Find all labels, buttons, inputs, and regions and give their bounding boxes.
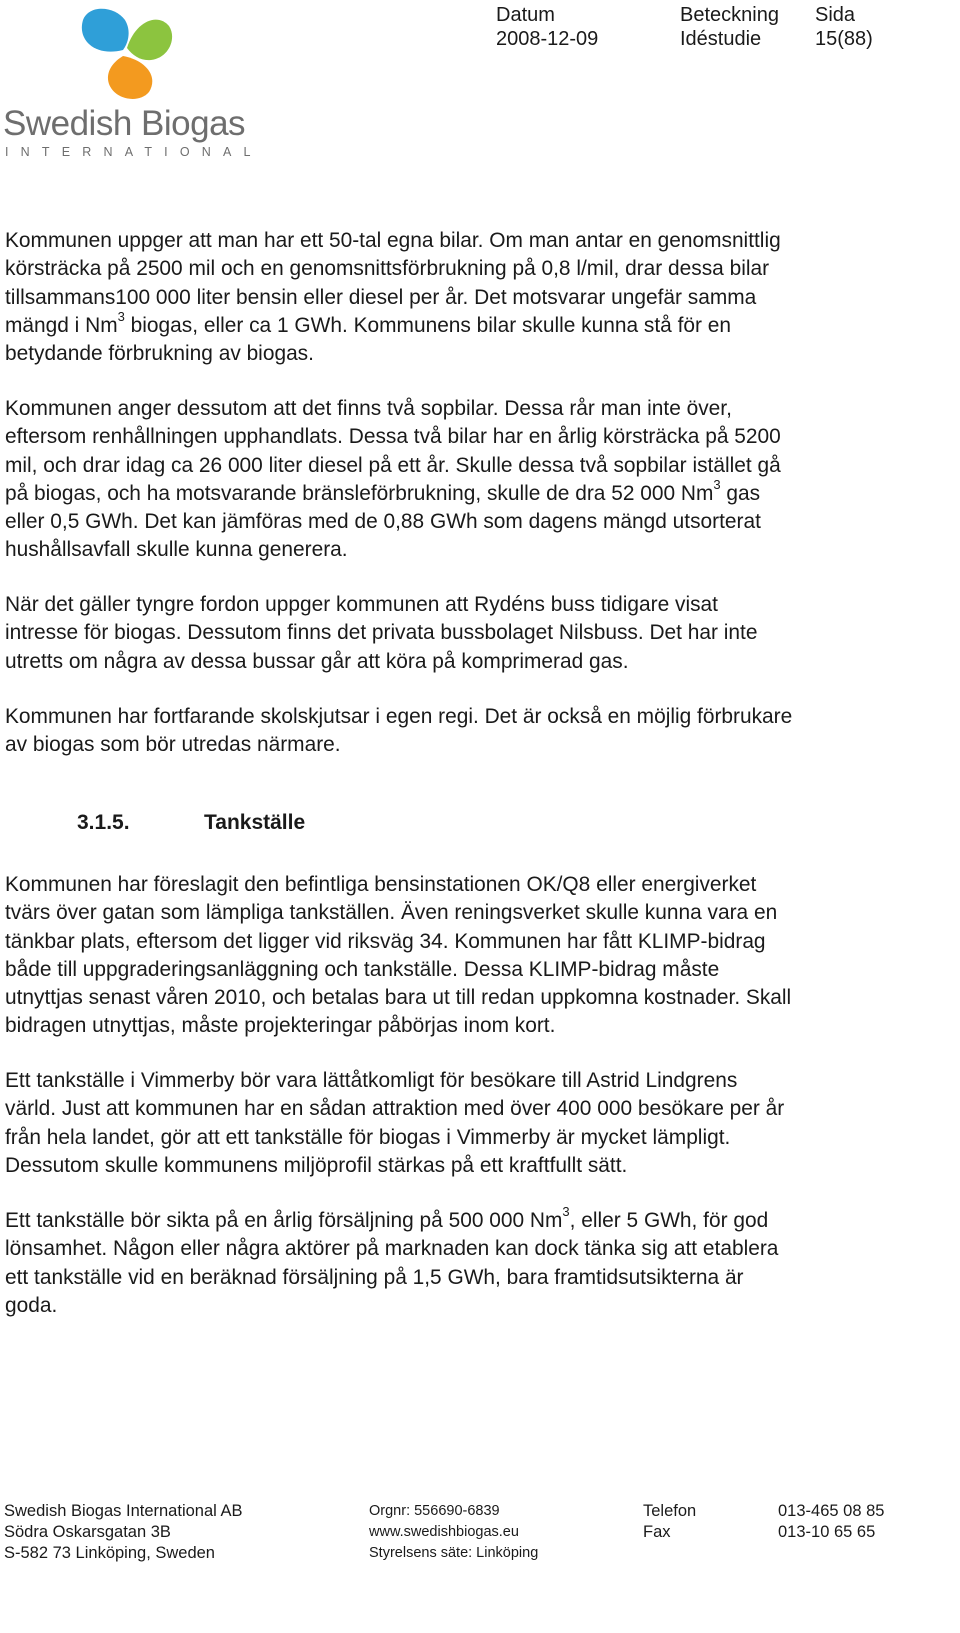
text-line: tvärs över gatan som lämpliga tankställen. Även reningsverket skulle kunna vara en: [5, 901, 778, 925]
text-line: ett tankställe vid en beräknad försäljning på 1,5 GWh, bara framtidsutsikterna är: [5, 1265, 744, 1289]
text-fragment: , eller 5 GWh, för god: [569, 1209, 769, 1232]
footer-street: Södra Oskarsgatan 3B: [4, 1523, 171, 1541]
text-line: [5, 476, 955, 508]
date-label: Datum: [496, 4, 555, 26]
section-title: Tankställe: [204, 811, 306, 834]
text-line: Dessutom skulle kommunens miljöprofil stärkas på ett kraftfullt sätt.: [5, 1153, 628, 1177]
logo-mark-icon: [75, 2, 175, 102]
text-line: Kommunen uppger att man har ett 50-tal egna bilar. Om man antar en genomsnittlig: [5, 229, 781, 252]
designation-value: Idéstudie: [680, 28, 762, 50]
page-number: 15(88): [815, 28, 873, 50]
company-logo: [0, 0, 263, 165]
paragraph-sales-target: [5, 1204, 955, 1320]
footer-fax-value: 013-10 65 65: [778, 1523, 876, 1541]
logo-petal-blue: [82, 9, 129, 52]
text-line: mil, och drar idag ca 26 000 liter diesel på ett år. Skulle dessa två sopbilar istället gå: [5, 453, 781, 477]
paragraph-cars: [5, 227, 955, 368]
header-date: [496, 3, 598, 51]
header-designation: [680, 3, 779, 51]
designation-label: Beteckning: [680, 4, 779, 26]
text-line: körsträcka på 2500 mil och en genomsnittsförbrukning på 0,8 l/mil, drar dessa bilar: [5, 257, 770, 281]
text-line: goda.: [5, 1293, 58, 1317]
footer-phone-value: 013-465 08 85: [778, 1502, 885, 1520]
text-fragment: Ett tankställe bör sikta på en årlig försäljning på 500 000 Nm: [5, 1209, 563, 1232]
footer-company: Swedish Biogas International AB: [4, 1502, 243, 1520]
superscript: 3: [562, 1204, 570, 1220]
text-line: Kommunen har föreslagit den befintliga bensinstationen OK/Q8 eller energiverket: [5, 873, 757, 896]
header-page: [815, 3, 873, 51]
text-line: tillsammans100 000 liter bensin eller diesel per år. Det motsvarar ungefär samma: [5, 285, 757, 309]
date-value: 2008-12-09: [496, 28, 599, 50]
superscript: 3: [713, 476, 721, 492]
footer-website[interactable]: www.swedishbiogas.eu: [369, 1524, 519, 1540]
text-line: Kommunen anger dessutom att det finns två sopbilar. Dessa rår man inte över,: [5, 397, 732, 420]
paragraph-fuel-station-options: [5, 871, 955, 1041]
footer-phone-label: Telefon: [643, 1502, 697, 1520]
text-line: betydande förbrukning av biogas.: [5, 342, 314, 366]
paragraph-garbage-trucks: [5, 395, 955, 565]
footer-contact-values: [778, 1501, 884, 1543]
text-line: eller 0,5 GWh. Det kan jämföras med de 0,88 GWh som dagens mängd utsorterat: [5, 510, 761, 534]
footer-orgnr: Orgnr: 556690-6839: [369, 1503, 500, 1519]
footer-registration: [369, 1501, 538, 1564]
text-fragment: på biogas, och ha motsvarande bränsleförbrukning, skulle de dra 52 000 Nm: [5, 481, 714, 505]
text-line: tänkbar plats, eftersom det ligger vid riksväg 34. Kommunen har fått KLIMP-bidrag: [5, 929, 766, 953]
text-line: utnyttjas senast våren 2010, och betalas bara ut till redan uppkomna kostnader. Skall: [5, 986, 792, 1010]
text-line: intresse för biogas. Dessutom finns det privata bussbolaget Nilsbuss. Det har inte: [5, 621, 758, 645]
text-line: Ett tankställe i Vimmerby bör vara lättåtkomligt för besökare till Astrid Lindgrens: [5, 1069, 738, 1092]
logo-brand-text: Swedish Biogas: [3, 104, 246, 143]
paragraph-buses: [5, 591, 955, 676]
text-line: lönsamhet. Någon eller några aktörer på marknaden kan dock tänka sig att etablera: [5, 1237, 779, 1261]
logo-sub-text: INTERNATIONAL: [5, 145, 263, 159]
footer-contact-labels: [643, 1501, 696, 1543]
text-line: [5, 308, 955, 340]
paragraph-school-transport: [5, 703, 955, 760]
paragraph-vimmerby: [5, 1067, 955, 1180]
text-line: Kommunen har fortfarande skolskjutsar i egen regi. Det är också en möjlig förbrukare: [5, 705, 793, 728]
section-number: 3.1.5.: [77, 811, 130, 834]
text-fragment: gas: [720, 481, 761, 505]
page-label: Sida: [815, 4, 856, 26]
footer-fax-label: Fax: [643, 1523, 671, 1541]
text-fragment: biogas, eller ca 1 GWh. Kommunens bilar skulle kunna stå för en: [124, 313, 731, 337]
text-line: utretts om några av dessa bussar går att köra på komprimerad gas.: [5, 649, 629, 673]
footer-city: S-582 73 Linköping, Sweden: [4, 1544, 215, 1562]
footer-address: [4, 1501, 243, 1564]
text-line: värld. Just att kommunen har en sådan attraktion med över 400 000 besökare per år: [5, 1097, 785, 1121]
text-line: från hela landet, gör att ett tankställe för biogas i Vimmerby är mycket lämpligt.: [5, 1125, 731, 1149]
text-fragment: mängd i Nm: [5, 313, 118, 337]
text-line: eftersom renhållningen upphandlats. Dessa två bilar har en årlig körsträcka på 5200: [5, 425, 781, 449]
superscript: 3: [117, 308, 125, 324]
text-line: av biogas som bör utredas närmare.: [5, 733, 341, 757]
text-line: både till uppgraderingsanläggning och tankställe. Dessa KLIMP-bidrag måste: [5, 957, 720, 981]
logo-petal-green: [127, 20, 172, 60]
footer-seat: Styrelsens säte: Linköping: [369, 1545, 539, 1561]
text-line: När det gäller tyngre fordon uppger kommunen att Rydéns buss tidigare visat: [5, 593, 718, 616]
logo-petal-orange: [108, 56, 152, 99]
text-line: bidragen utnyttjas, måste projekteringar påbörjas inom kort.: [5, 1014, 556, 1038]
text-line: hushållsavfall skulle kunna generera.: [5, 538, 348, 562]
text-line: [5, 1204, 955, 1235]
